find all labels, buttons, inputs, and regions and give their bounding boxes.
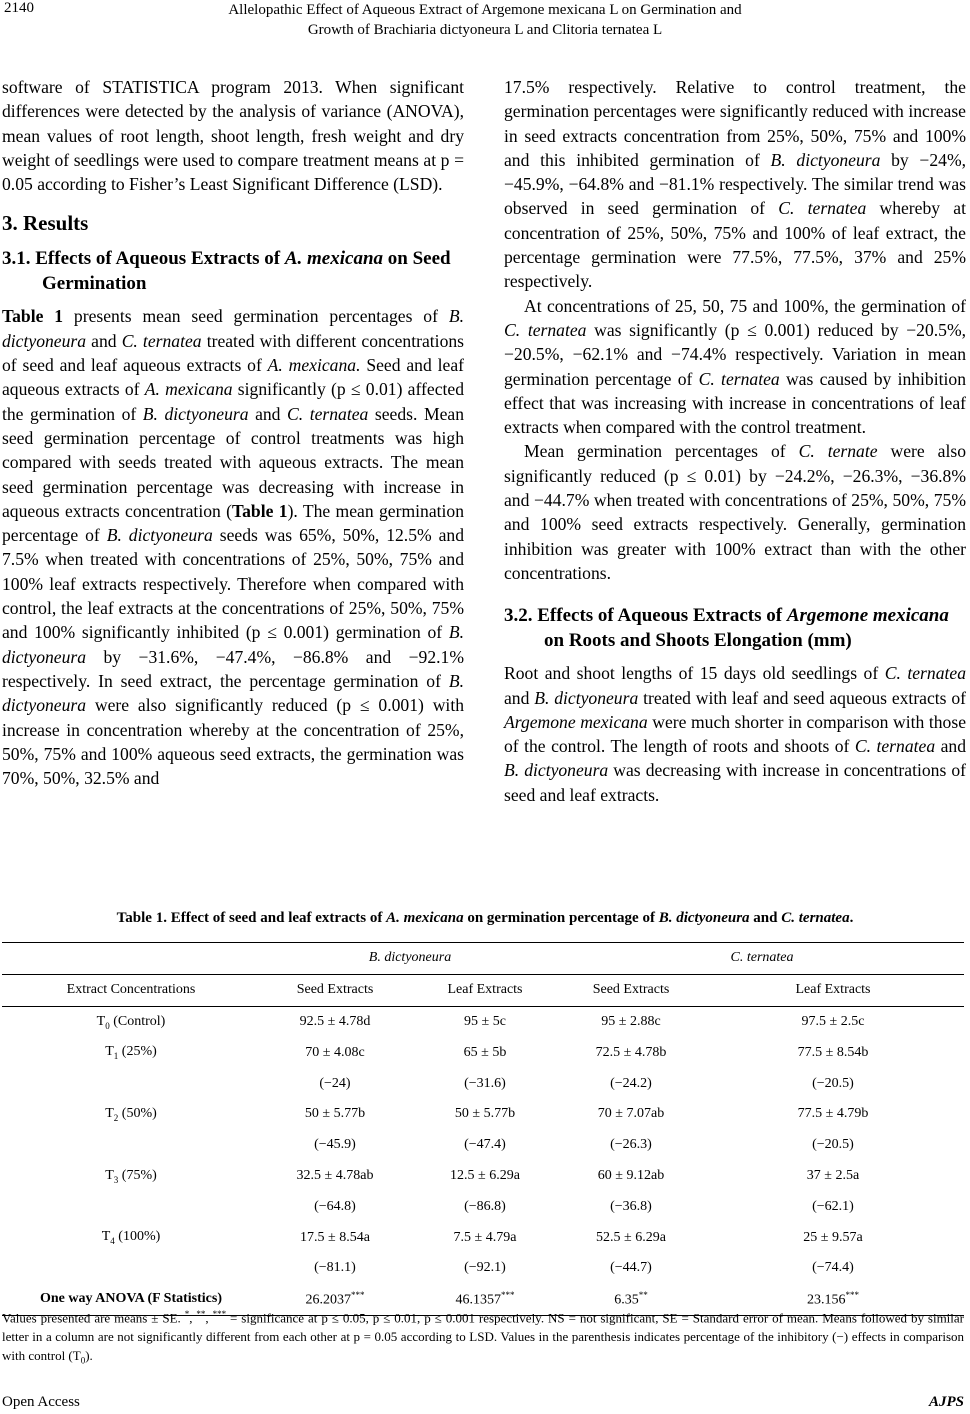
table-cell: 95 ± 5c (464, 1013, 506, 1029)
page-header (0, 0, 970, 50)
table-1-link[interactable]: Table 1 (232, 500, 288, 521)
table-cell: (−74.4) (812, 1260, 854, 1276)
table-cell: 72.5 ± 4.78b (595, 1044, 667, 1060)
subsection-heading-3-1: 3.1. Effects of Aqueous Extracts of A. mexicana on Seed Germination (2, 248, 451, 295)
results-table (2, 942, 964, 1316)
left-column (2, 75, 464, 790)
seed-extract-paragraph: 17.5% respectively. Relative to control treatment, the germination percentages were significantly reduced with increase in seed extracts concentration from 25%, 50%, 75% and 100% and this inhibited germination of B. dictyoneura by −24%, −45.9%, −64.8% and −81.1% respectively. The similar trend was observed in seed germination of C. ternatea whereby at concentration of 25%, 50%, 75% and 100% of leaf extract, the percentage germination were 77.5%, 77.5%, 37% and 25% respectively. (504, 77, 966, 292)
germination-paragraph: Table 1 presents mean seed germination percentages of B. dictyoneura and C. ternatea treated with different concentrations of seed and leaf aqueous extracts of A. mexicana. Seed and leaf aqueous extracts of A. mexicana significantly (p ≤ 0.01) affected the germination of B. dictyoneura and C. ternatea seeds. Mean seed germination percentage of control treatments was high compared with seeds treated with aqueous extracts. The mean seed germination percentage was decreasing with increase in aqueous extracts concentration (Table 1). The mean germination percentage of B. dictyoneura seeds was 65%, 50%, 12.5% and 7.5% when treated with concentrations of 25%, 50%, 75% and 100% leaf extracts respectively. Therefore when compared with control, the leaf extracts at the concentrations of 25%, 50%, 75% and 100% significantly inhibited (p ≤ 0.001) germination of B. dictyoneura by −31.6%, −47.4%, −86.8% and −92.1% respectively. In seed extract, the percentage germination of B. dictyoneura were also significantly reduced (p ≤ 0.001) with increase in concentration whereby at the concentration of 25%, 50%, 75% and 100% aqueous seed extracts, the germination was 70%, 50%, 32.5% and (2, 306, 465, 789)
row-label: $T_2$ (50%) (105, 1105, 157, 1123)
table-cell: (−64.8) (314, 1198, 356, 1214)
table-cell: (−92.1) (464, 1260, 506, 1276)
table-row (2, 1006, 964, 1037)
table-cell: (−45.9) (314, 1137, 356, 1153)
table-row (2, 1037, 964, 1068)
group-b-dictyoneura: B. dictyoneura (260, 943, 560, 975)
table-group-header-row (2, 943, 964, 975)
table-cell: 70 ± 4.08c (305, 1044, 365, 1060)
subsection-heading-3-2: 3.2. Effects of Aqueous Extracts of Argemone mexicana on Roots and Shoots Elongation (mm) (504, 605, 949, 652)
ternate-seed-paragraph: Mean germination percentages of C. ternate were also significantly reduced (p ≤ 0.01) by −24.2%, −26.3%, −36.8% and −44.7% when treated with concentrations of 25%, 50%, 75% and 100% seed extracts respectively. Generally, germination inhibition was greater with 100% extract than with the other concentrations. (504, 441, 966, 583)
table-row (2, 1222, 964, 1253)
column-header: Leaf Extracts (702, 974, 964, 1006)
table-cell: 7.5 ± 4.79a (453, 1229, 517, 1245)
table-row-percent (2, 1068, 964, 1099)
running-title-line-2: Growth of Brachiaria dictyoneura L and Clitoria ternatea L (307, 22, 663, 38)
table-cell: 12.5 ± 6.29a (450, 1167, 520, 1183)
table-cell: 50 ± 5.77b (304, 1106, 366, 1122)
table-cell: 65 ± 5b (463, 1044, 507, 1060)
table-cell: 23.156*** (702, 1284, 964, 1315)
section-heading-results: 3. Results (2, 211, 89, 236)
table-cell: 52.5 ± 6.29a (596, 1229, 666, 1245)
table-1-link[interactable]: Table 1 (2, 306, 64, 327)
table-cell: (−62.1) (812, 1198, 854, 1214)
column-header: Seed Extracts (560, 974, 702, 1006)
table-cell: 70 ± 7.07ab (597, 1106, 665, 1122)
row-label: $T_4$ (100%) (101, 1229, 161, 1246)
table-cell: (−31.6) (464, 1075, 506, 1091)
table-cell: 50 ± 5.77b (454, 1106, 516, 1122)
column-header: Seed Extracts (260, 974, 410, 1006)
ternatea-paragraph: At concentrations of 25, 50, 75 and 100%, the germination of C. ternatea was significantly (p ≤ 0.001) reduced by −20.5%, −20.5%, −62.1% and −74.4% respectively. Variation in mean germination percentage of C. ternatea was caused by inhibition effect that was increasing with increase in concentrations of leaf extracts when compared with the control treatment. (504, 295, 966, 438)
running-title (100, 0, 870, 40)
table-row-percent (2, 1191, 964, 1222)
row-label: $T_1$ (25%) (105, 1044, 157, 1062)
table-cell: 92.5 ± 4.78d (299, 1013, 371, 1029)
table-caption: Table 1. Effect of seed and leaf extracts of A. mexicana on germination percentage of B. dictyoneura and C. ternatea. (116, 910, 854, 926)
footer-open-access: Open Access (2, 1394, 80, 1410)
table-cell: 97.5 ± 2.5c (801, 1013, 865, 1029)
table-cell: 37 ± 2.5a (806, 1167, 860, 1183)
table-cell: 95 ± 2.88c (601, 1013, 661, 1029)
table-cell: 25 ± 9.57a (803, 1229, 863, 1245)
table-cell: 32.5 ± 4.78ab (296, 1167, 374, 1183)
table-cell: (−24.2) (610, 1075, 652, 1091)
row-label: $T_3$ (75%) (105, 1167, 157, 1185)
table-cell: (−20.5) (812, 1075, 854, 1091)
table-cell: 17.5 ± 8.54a (300, 1229, 370, 1245)
group-c-ternatea: C. ternatea (560, 943, 964, 975)
table-cell: (−44.7) (610, 1260, 652, 1276)
table-cell: (−81.1) (314, 1260, 356, 1276)
table-cell: (−20.5) (812, 1137, 854, 1153)
table-cell: 60 ± 9.12ab (597, 1167, 665, 1183)
table-column-header-row (2, 974, 964, 1006)
table-cell: 77.5 ± 4.79b (797, 1106, 869, 1122)
table-row (2, 1161, 964, 1192)
table-cell: 46.1357*** (410, 1284, 560, 1315)
methods-paragraph-end: software of STATISTICA program 2013. When significant differences were detected by the analysis of variance (ANOVA), mean values of root length, shoot length, fresh weight and dry weight of seedlings were used to compare treatment means at p = 0.05 according to Fisher’s Least Significant Difference (LSD). (2, 77, 464, 195)
footer-journal: AJPS (928, 1394, 964, 1410)
column-header: Extract Concentrations (2, 974, 260, 1006)
row-label: $T_0$ (Control) (96, 1013, 166, 1031)
right-column (504, 75, 966, 807)
table-cell: (−86.8) (464, 1198, 506, 1214)
table-cell: (−36.8) (610, 1198, 652, 1214)
table-row-percent (2, 1130, 964, 1161)
table-cell: (−24) (319, 1075, 351, 1091)
table-cell: (−47.4) (464, 1137, 506, 1153)
column-header: Leaf Extracts (410, 974, 560, 1006)
table-cell: 6.35** (560, 1284, 702, 1315)
anova-label: One way ANOVA (F Statistics) (2, 1284, 260, 1315)
elongation-paragraph: Root and shoot lengths of 15 days old seedlings of C. ternatea and B. dictyoneura treated with leaf and seed aqueous extracts of Argemone mexicana were much shorter in comparison with those of the control. The length of roots and shoots of C. ternatea and B. dictyoneura was decreasing with increase in concentrations of seed and leaf extracts. (504, 663, 967, 805)
page-number: 2140 (4, 0, 34, 16)
table-cell: (−26.3) (610, 1137, 652, 1153)
table-row (2, 1099, 964, 1130)
table-row-percent (2, 1253, 964, 1284)
table-footnote: Values presented are means ± SE. *, **, *** = significance at p ≤ 0.05, p ≤ 0.01, p ≤ 0.001 respectively. NS = not significant, SE = Standard error of mean. Means followed by similar letter in a column are not significantly different from each other at p = 0.05 according to LSD. Values in the parenthesis indicates percentage of the inhibitory (−) effects in comparison with control $(T_0)$. (2, 1309, 965, 1366)
table-cell: 26.2037*** (260, 1284, 410, 1315)
table-cell: 77.5 ± 8.54b (797, 1044, 869, 1060)
running-title-line-1: Allelopathic Effect of Aqueous Extract of Argemone mexicana L on Germination and (228, 2, 742, 18)
